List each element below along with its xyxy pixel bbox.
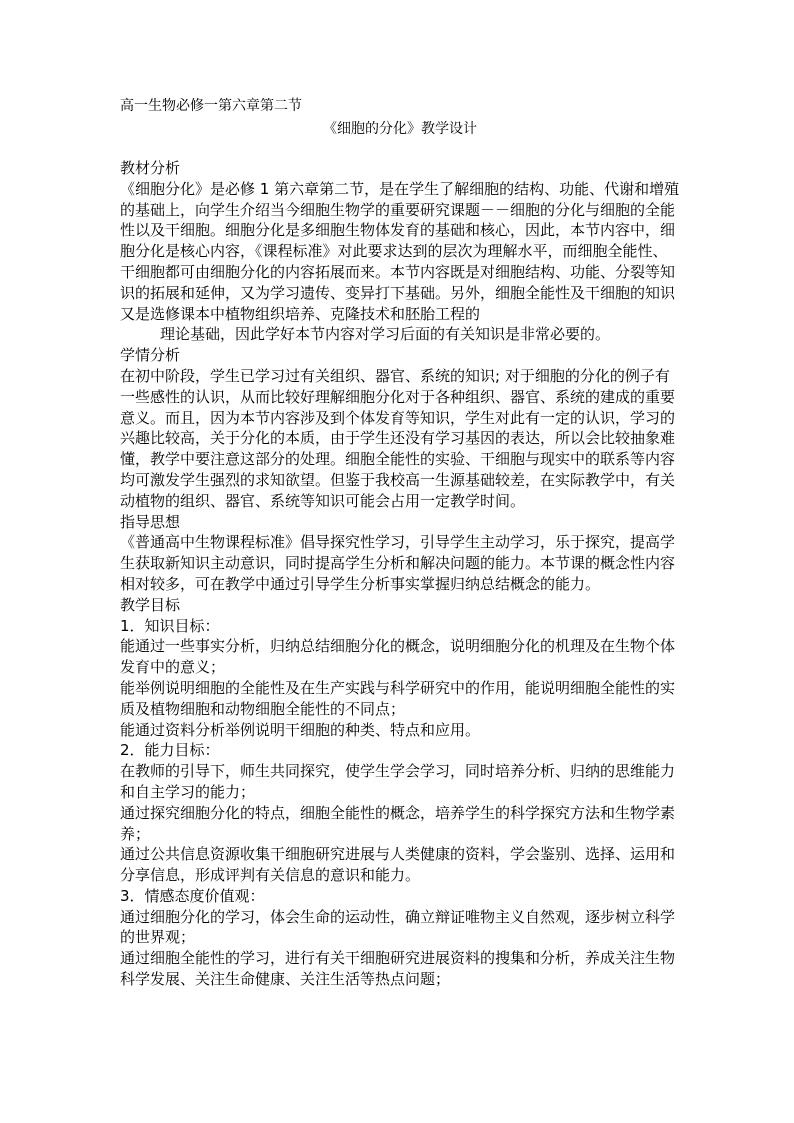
students-paragraph: 在初中阶段，学生已学习过有关组织、器官、系统的知识; 对于细胞的分化的例子有一些感性的认识，从而比较好理解细胞分化对于各种组织、器官、系统的建成的重要意义。而且，因为本节内容涉及到个体发育等知识，学生对此有一定的认识，学习的兴趣比较高，关于分化的本质，由于学生还没有学习基因的表达，所以会比较抽象难懂，教学中要注意这部分的处理。细胞全能性的实验、干细胞与现实中的联系等内容均可激发学生强烈的求知欲望。但鉴于我校高一生源基础较差，在实际教学中，有关动植物的组织、器官、系统等知识可能会占用一定教学时间。 bbox=[120, 366, 676, 510]
attitude-goal-item: 通过细胞分化的学习，体会生命的运动性，确立辩证唯物主义自然观，逐步树立科学的世界观； bbox=[120, 907, 676, 947]
knowledge-goal-item: 能通过资料分析举例说明干细胞的种类、特点和应用。 bbox=[120, 720, 481, 739]
document-title: 《细胞的分化》教学设计 bbox=[323, 121, 477, 137]
course-line: 高一生物必修一第六章第二节 bbox=[120, 98, 302, 114]
knowledge-goal-item: 能通过一些事实分析，归纳总结细胞分化的概念，说明细胞分化的机理及在生物个体发育中的意义； bbox=[120, 637, 676, 677]
document-body bbox=[120, 158, 680, 990]
ability-goal-item: 在教师的引导下，师生共同探究，使学生学会学习，同时培养分析、归纳的思维能力和自主学习的能力； bbox=[120, 762, 676, 801]
ability-goal-item: 通过公共信息资源收集干细胞研究进展与人类健康的资料，学会鉴别、选择、运用和分享信息，形成评判有关信息的意识和能力。 bbox=[120, 845, 676, 885]
ability-goals-label: 2．能力目标： bbox=[120, 741, 220, 760]
knowledge-goal-item: 能举例说明细胞的全能性及在生产实践与科学研究中的作用，能说明细胞全能性的实质及植物细胞和动物细胞全能性的不同点； bbox=[120, 678, 676, 718]
attitude-goals-label: 3．情感态度价值观： bbox=[120, 886, 265, 905]
section-heading-guidance: 指导思想 bbox=[120, 512, 181, 531]
ability-goal-item: 通过探究细胞分化的特点，细胞全能性的概念，培养学生的科学探究方法和生物学素养； bbox=[120, 803, 676, 843]
attitude-goal-item: 通过细胞全能性的学习，进行有关干细胞研究进展资料的搜集和分析，养成关注生物科学发展、关注生命健康、关注生活等热点问题； bbox=[120, 949, 676, 989]
textbook-paragraph-end: 理论基础，因此学好本节内容对学习后面的有关知识是非常必要的。 bbox=[160, 325, 611, 344]
section-heading-textbook: 教材分析 bbox=[120, 159, 181, 177]
knowledge-goals-label: 1．知识目标： bbox=[120, 616, 220, 635]
section-heading-goals: 教学目标 bbox=[120, 595, 181, 614]
guidance-paragraph: 《普通高中生物课程标准》倡导探究性学习，引导学生主动学习，乐于探究，提高学生获取新知识主动意识，同时提高学生分析和解决问题的能力。本节课的概念性内容相对较多，可在教学中通过引导学生分析事实掌握归纳总结概念的能力。 bbox=[120, 533, 676, 593]
textbook-paragraph: 《细胞分化》是必修 1 第六章第二节，是在学生了解细胞的结构、功能、代谢和增殖的基础上，向学生介绍当今细胞生物学的重要研究课题－－细胞的分化与细胞的全能性以及干细胞。细胞分化是多细胞生物体发育的基础和核心，因此，本节内容中，细胞分化是核心内容，《课程标准》对此要求达到的层次为理解水平，而细胞全能性、干细胞都可由细胞分化的内容拓展而来。本节内容既是对细胞结构、功能、分裂等知识的拓展和延伸，又为学习遗传、变异打下基础。另外，细胞全能性及干细胞的知识又是选修课本中植物组织培养、克隆技术和胚胎工程的 bbox=[120, 179, 680, 323]
section-heading-students: 学情分析 bbox=[120, 346, 181, 365]
